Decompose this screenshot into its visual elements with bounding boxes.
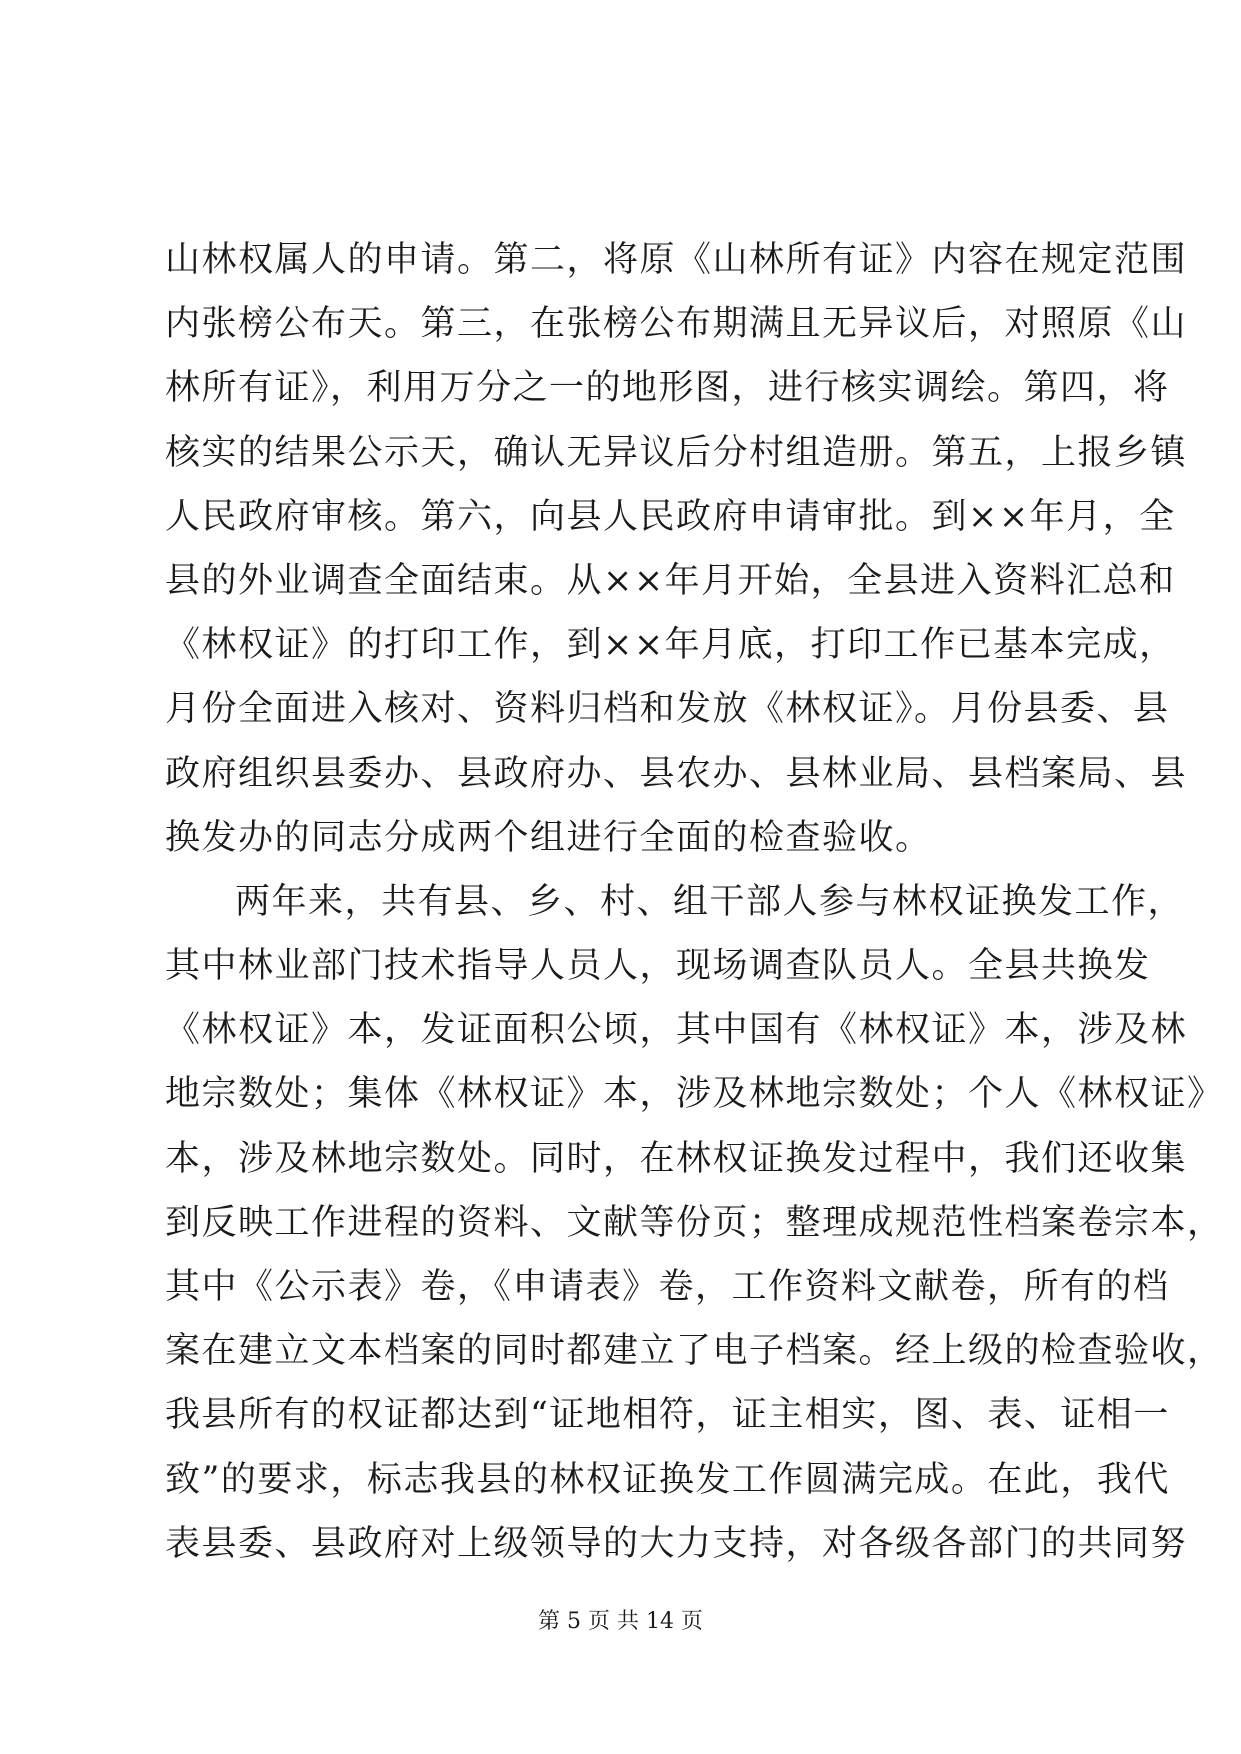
text-line: 换发办的同志分成两个组进行全面的检查验收。 xyxy=(165,817,932,858)
paragraph-1 xyxy=(165,228,1188,870)
text-line: 核实的结果公示天，确认无异议后分村组造册。第五，上报乡镇 xyxy=(165,432,1188,473)
text-line: 政府组织县委办、县政府办、县农办、县林业局、县档案局、县 xyxy=(165,753,1188,794)
page-footer: 第 5 页 共 14 页 xyxy=(538,1609,703,1634)
text-line: 月份全面进入核对、资料归档和发放《林权证》。月份县委、县 xyxy=(165,689,1170,730)
text-line: 《林权证》本，发证面积公顷，其中国有《林权证》本，涉及林 xyxy=(165,1010,1188,1051)
document-body xyxy=(165,228,1224,1576)
text-line: 我县所有的权证都达到“证地相符，证主相实，图、表、证相一 xyxy=(165,1395,1170,1436)
text-line: 两年来，共有县、乡、村、组干部人参与林权证换发工作， xyxy=(235,881,1185,922)
text-line: 《林权证》的打印工作，到××年月底，打印工作已基本完成， xyxy=(165,625,1176,666)
text-line: 案在建立文本档案的同时都建立了电子档案。经上级的检查验收， xyxy=(165,1331,1224,1372)
text-line: 林所有证》，利用万分之一的地形图，进行核实调绘。第四，将 xyxy=(165,368,1170,409)
text-line: 其中林业部门技术指导人员人，现场调查队员人。全县共换发 xyxy=(165,946,1151,987)
text-line: 地宗数处；集体《林权证》本，涉及林地宗数处；个人《林权证》 xyxy=(165,1074,1224,1115)
text-line: 人民政府审核。第六，向县人民政府申请审批。到××年月，全 xyxy=(165,496,1176,537)
text-line: 致”的要求，标志我县的林权证换发工作圆满完成。在此，我代 xyxy=(165,1459,1170,1500)
paragraph-2 xyxy=(165,870,1224,1576)
text-line: 内张榜公布天。第三，在张榜公布期满且无异议后，对照原《山 xyxy=(165,304,1188,345)
text-line: 其中《公示表》卷，《申请表》卷，工作资料文献卷，所有的档 xyxy=(165,1267,1170,1307)
text-line: 表县委、县政府对上级领导的大力支持，对各级各部门的共同努 xyxy=(165,1523,1188,1564)
text-line: 本，涉及林地宗数处。同时，在林权证换发过程中，我们还收集 xyxy=(165,1138,1188,1179)
text-line: 山林权属人的申请。第二，将原《山林所有证》内容在规定范围 xyxy=(165,240,1188,280)
text-line: 到反映工作进程的资料、文献等份页；整理成规范性档案卷宗本， xyxy=(165,1202,1224,1243)
text-line: 县的外业调查全面结束。从××年月开始，全县进入资料汇总和 xyxy=(165,560,1176,601)
